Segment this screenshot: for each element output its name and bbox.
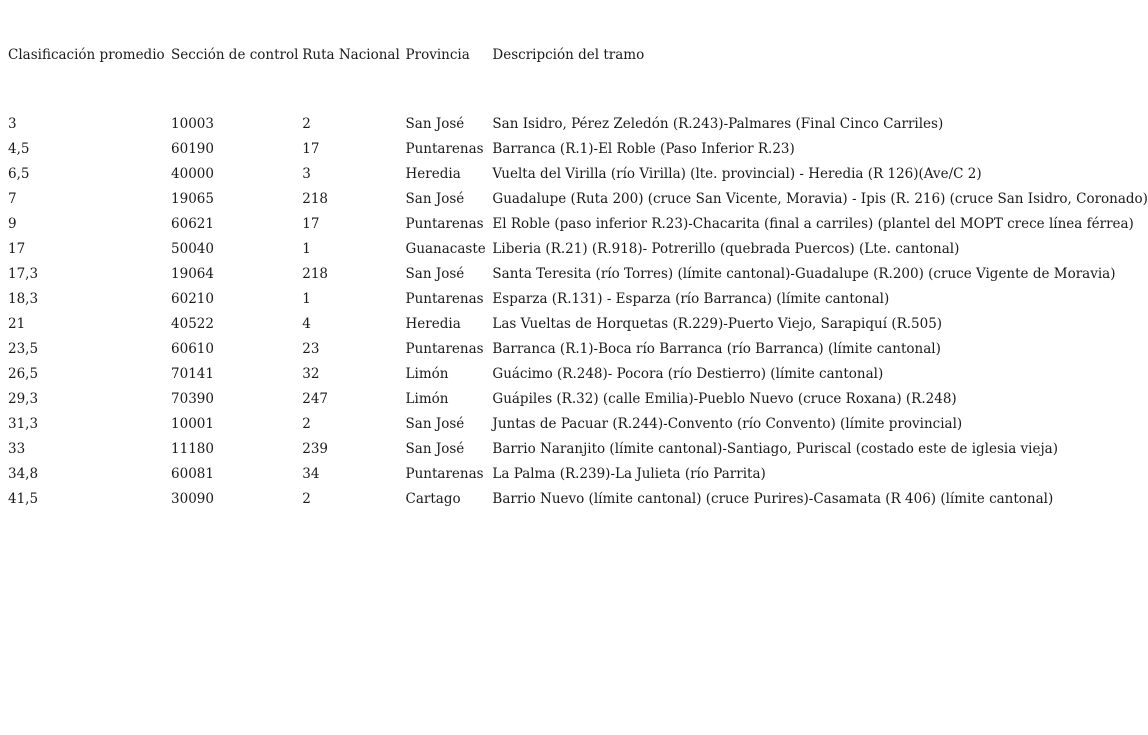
cell-clasificacion: 26,5 bbox=[8, 365, 39, 382]
cell-seccion: 60190 bbox=[171, 140, 214, 157]
table-row bbox=[8, 336, 1148, 361]
cell-seccion: 10003 bbox=[171, 115, 214, 132]
table-row bbox=[8, 211, 1148, 236]
table-row bbox=[8, 361, 1148, 386]
road-sections-table bbox=[8, 0, 1148, 511]
cell-provincia: Puntarenas bbox=[405, 340, 484, 357]
cell-ruta: 218 bbox=[302, 265, 329, 282]
cell-provincia: San José bbox=[405, 415, 465, 432]
cell-seccion: 60621 bbox=[171, 215, 214, 232]
cell-seccion: 30090 bbox=[171, 490, 214, 507]
cell-seccion: 19064 bbox=[171, 265, 214, 282]
table-row bbox=[8, 236, 1148, 261]
cell-ruta: 23 bbox=[302, 340, 320, 357]
cell-clasificacion: 7 bbox=[8, 190, 17, 207]
cell-clasificacion: 34,8 bbox=[8, 465, 39, 482]
cell-provincia: Heredia bbox=[405, 165, 461, 182]
cell-provincia: Cartago bbox=[405, 490, 461, 507]
cell-clasificacion: 33 bbox=[8, 440, 26, 457]
cell-seccion: 19065 bbox=[171, 190, 214, 207]
cell-descripcion: Barranca (R.1)-El Roble (Paso Inferior R.23) bbox=[492, 140, 795, 157]
cell-provincia: Guanacaste bbox=[405, 240, 486, 257]
cell-clasificacion: 17,3 bbox=[8, 265, 39, 282]
cell-seccion: 60081 bbox=[171, 465, 214, 482]
cell-descripcion: Esparza (R.131) - Esparza (río Barranca) (límite cantonal) bbox=[492, 290, 890, 307]
cell-ruta: 17 bbox=[302, 140, 320, 157]
cell-descripcion: Juntas de Pacuar (R.244)-Convento (río Convento) (límite provincial) bbox=[492, 415, 963, 432]
header-ruta: Ruta Nacional bbox=[302, 47, 400, 63]
cell-clasificacion: 3 bbox=[8, 115, 17, 132]
cell-descripcion: Las Vueltas de Horquetas (R.229)-Puerto Viejo, Sarapiquí (R.505) bbox=[492, 315, 943, 332]
table-row bbox=[8, 486, 1148, 511]
cell-seccion: 70390 bbox=[171, 390, 214, 407]
cell-provincia: San José bbox=[405, 265, 465, 282]
cell-ruta: 3 bbox=[302, 165, 311, 182]
table-row bbox=[8, 411, 1148, 436]
cell-provincia: Heredia bbox=[405, 315, 461, 332]
table-row bbox=[8, 436, 1148, 461]
cell-ruta: 1 bbox=[302, 240, 311, 257]
cell-seccion: 10001 bbox=[171, 415, 214, 432]
cell-seccion: 40522 bbox=[171, 315, 214, 332]
cell-ruta: 2 bbox=[302, 490, 311, 507]
cell-ruta: 32 bbox=[302, 365, 320, 382]
cell-provincia: Puntarenas bbox=[405, 465, 484, 482]
cell-clasificacion: 23,5 bbox=[8, 340, 39, 357]
cell-seccion: 60210 bbox=[171, 290, 214, 307]
cell-seccion: 60610 bbox=[171, 340, 214, 357]
cell-provincia: Puntarenas bbox=[405, 290, 484, 307]
header-row bbox=[8, 0, 1148, 111]
cell-ruta: 1 bbox=[302, 290, 311, 307]
cell-descripcion: Barrio Naranjito (límite cantonal)-Santiago, Puriscal (costado este de iglesia vieja) bbox=[492, 440, 1058, 457]
table-row bbox=[8, 286, 1148, 311]
cell-descripcion: Barranca (R.1)-Boca río Barranca (río Barranca) (límite cantonal) bbox=[492, 340, 941, 357]
cell-provincia: Puntarenas bbox=[405, 140, 484, 157]
table-body bbox=[8, 111, 1148, 511]
cell-clasificacion: 4,5 bbox=[8, 140, 30, 157]
cell-provincia: Puntarenas bbox=[405, 215, 484, 232]
table-row bbox=[8, 136, 1148, 161]
header-provincia: Provincia bbox=[405, 47, 470, 63]
table-row bbox=[8, 161, 1148, 186]
cell-descripcion: Guadalupe (Ruta 200) (cruce San Vicente, Moravia) - Ipis (R. 216) (cruce San Isidro, Coronado) bbox=[492, 190, 1148, 207]
cell-seccion: 70141 bbox=[171, 365, 214, 382]
cell-ruta: 34 bbox=[302, 465, 320, 482]
cell-ruta: 2 bbox=[302, 415, 311, 432]
cell-ruta: 239 bbox=[302, 440, 329, 457]
header-clasificacion: Clasificación promedio bbox=[8, 47, 165, 63]
cell-descripcion: Guácimo (R.248)- Pocora (río Destierro) (límite cantonal) bbox=[492, 365, 884, 382]
header-seccion: Sección de control bbox=[171, 47, 299, 63]
header-descripcion: Descripción del tramo bbox=[492, 47, 645, 63]
cell-provincia: Limón bbox=[405, 390, 449, 407]
cell-ruta: 218 bbox=[302, 190, 329, 207]
cell-seccion: 11180 bbox=[171, 440, 214, 457]
cell-descripcion: Santa Teresita (río Torres) (límite cantonal)-Guadalupe (R.200) (cruce Vigente de Moravia) bbox=[492, 265, 1116, 282]
cell-seccion: 50040 bbox=[171, 240, 214, 257]
cell-clasificacion: 41,5 bbox=[8, 490, 39, 507]
cell-provincia: San José bbox=[405, 115, 465, 132]
cell-descripcion: Barrio Nuevo (límite cantonal) (cruce Purires)-Casamata (R 406) (límite cantonal) bbox=[492, 490, 1054, 507]
cell-descripcion: La Palma (R.239)-La Julieta (río Parrita) bbox=[492, 465, 766, 482]
cell-clasificacion: 18,3 bbox=[8, 290, 39, 307]
cell-seccion: 40000 bbox=[171, 165, 214, 182]
cell-ruta: 4 bbox=[302, 315, 311, 332]
cell-descripcion: San Isidro, Pérez Zeledón (R.243)-Palmares (Final Cinco Carriles) bbox=[492, 115, 944, 132]
cell-descripcion: Liberia (R.21) (R.918)- Potrerillo (quebrada Puercos) (Lte. cantonal) bbox=[492, 240, 960, 257]
cell-descripcion: Guápiles (R.32) (calle Emilia)-Pueblo Nuevo (cruce Roxana) (R.248) bbox=[492, 390, 957, 407]
cell-provincia: Limón bbox=[405, 365, 449, 382]
table-row bbox=[8, 111, 1148, 136]
cell-clasificacion: 17 bbox=[8, 240, 26, 257]
cell-clasificacion: 9 bbox=[8, 215, 17, 232]
table-row bbox=[8, 461, 1148, 486]
cell-ruta: 247 bbox=[302, 390, 329, 407]
table-row bbox=[8, 311, 1148, 336]
cell-ruta: 17 bbox=[302, 215, 320, 232]
cell-provincia: San José bbox=[405, 190, 465, 207]
cell-descripcion: Vuelta del Virilla (río Virilla) (lte. provincial) - Heredia (R 126)(Ave/C 2) bbox=[492, 165, 982, 182]
cell-provincia: San José bbox=[405, 440, 465, 457]
cell-clasificacion: 6,5 bbox=[8, 165, 30, 182]
table-row bbox=[8, 261, 1148, 286]
cell-descripcion: El Roble (paso inferior R.23)-Chacarita (final a carriles) (plantel del MOPT crece línea férrea) bbox=[492, 215, 1134, 232]
cell-clasificacion: 21 bbox=[8, 315, 26, 332]
table-row bbox=[8, 186, 1148, 211]
cell-ruta: 2 bbox=[302, 115, 311, 132]
cell-clasificacion: 31,3 bbox=[8, 415, 39, 432]
cell-clasificacion: 29,3 bbox=[8, 390, 39, 407]
table-row bbox=[8, 386, 1148, 411]
